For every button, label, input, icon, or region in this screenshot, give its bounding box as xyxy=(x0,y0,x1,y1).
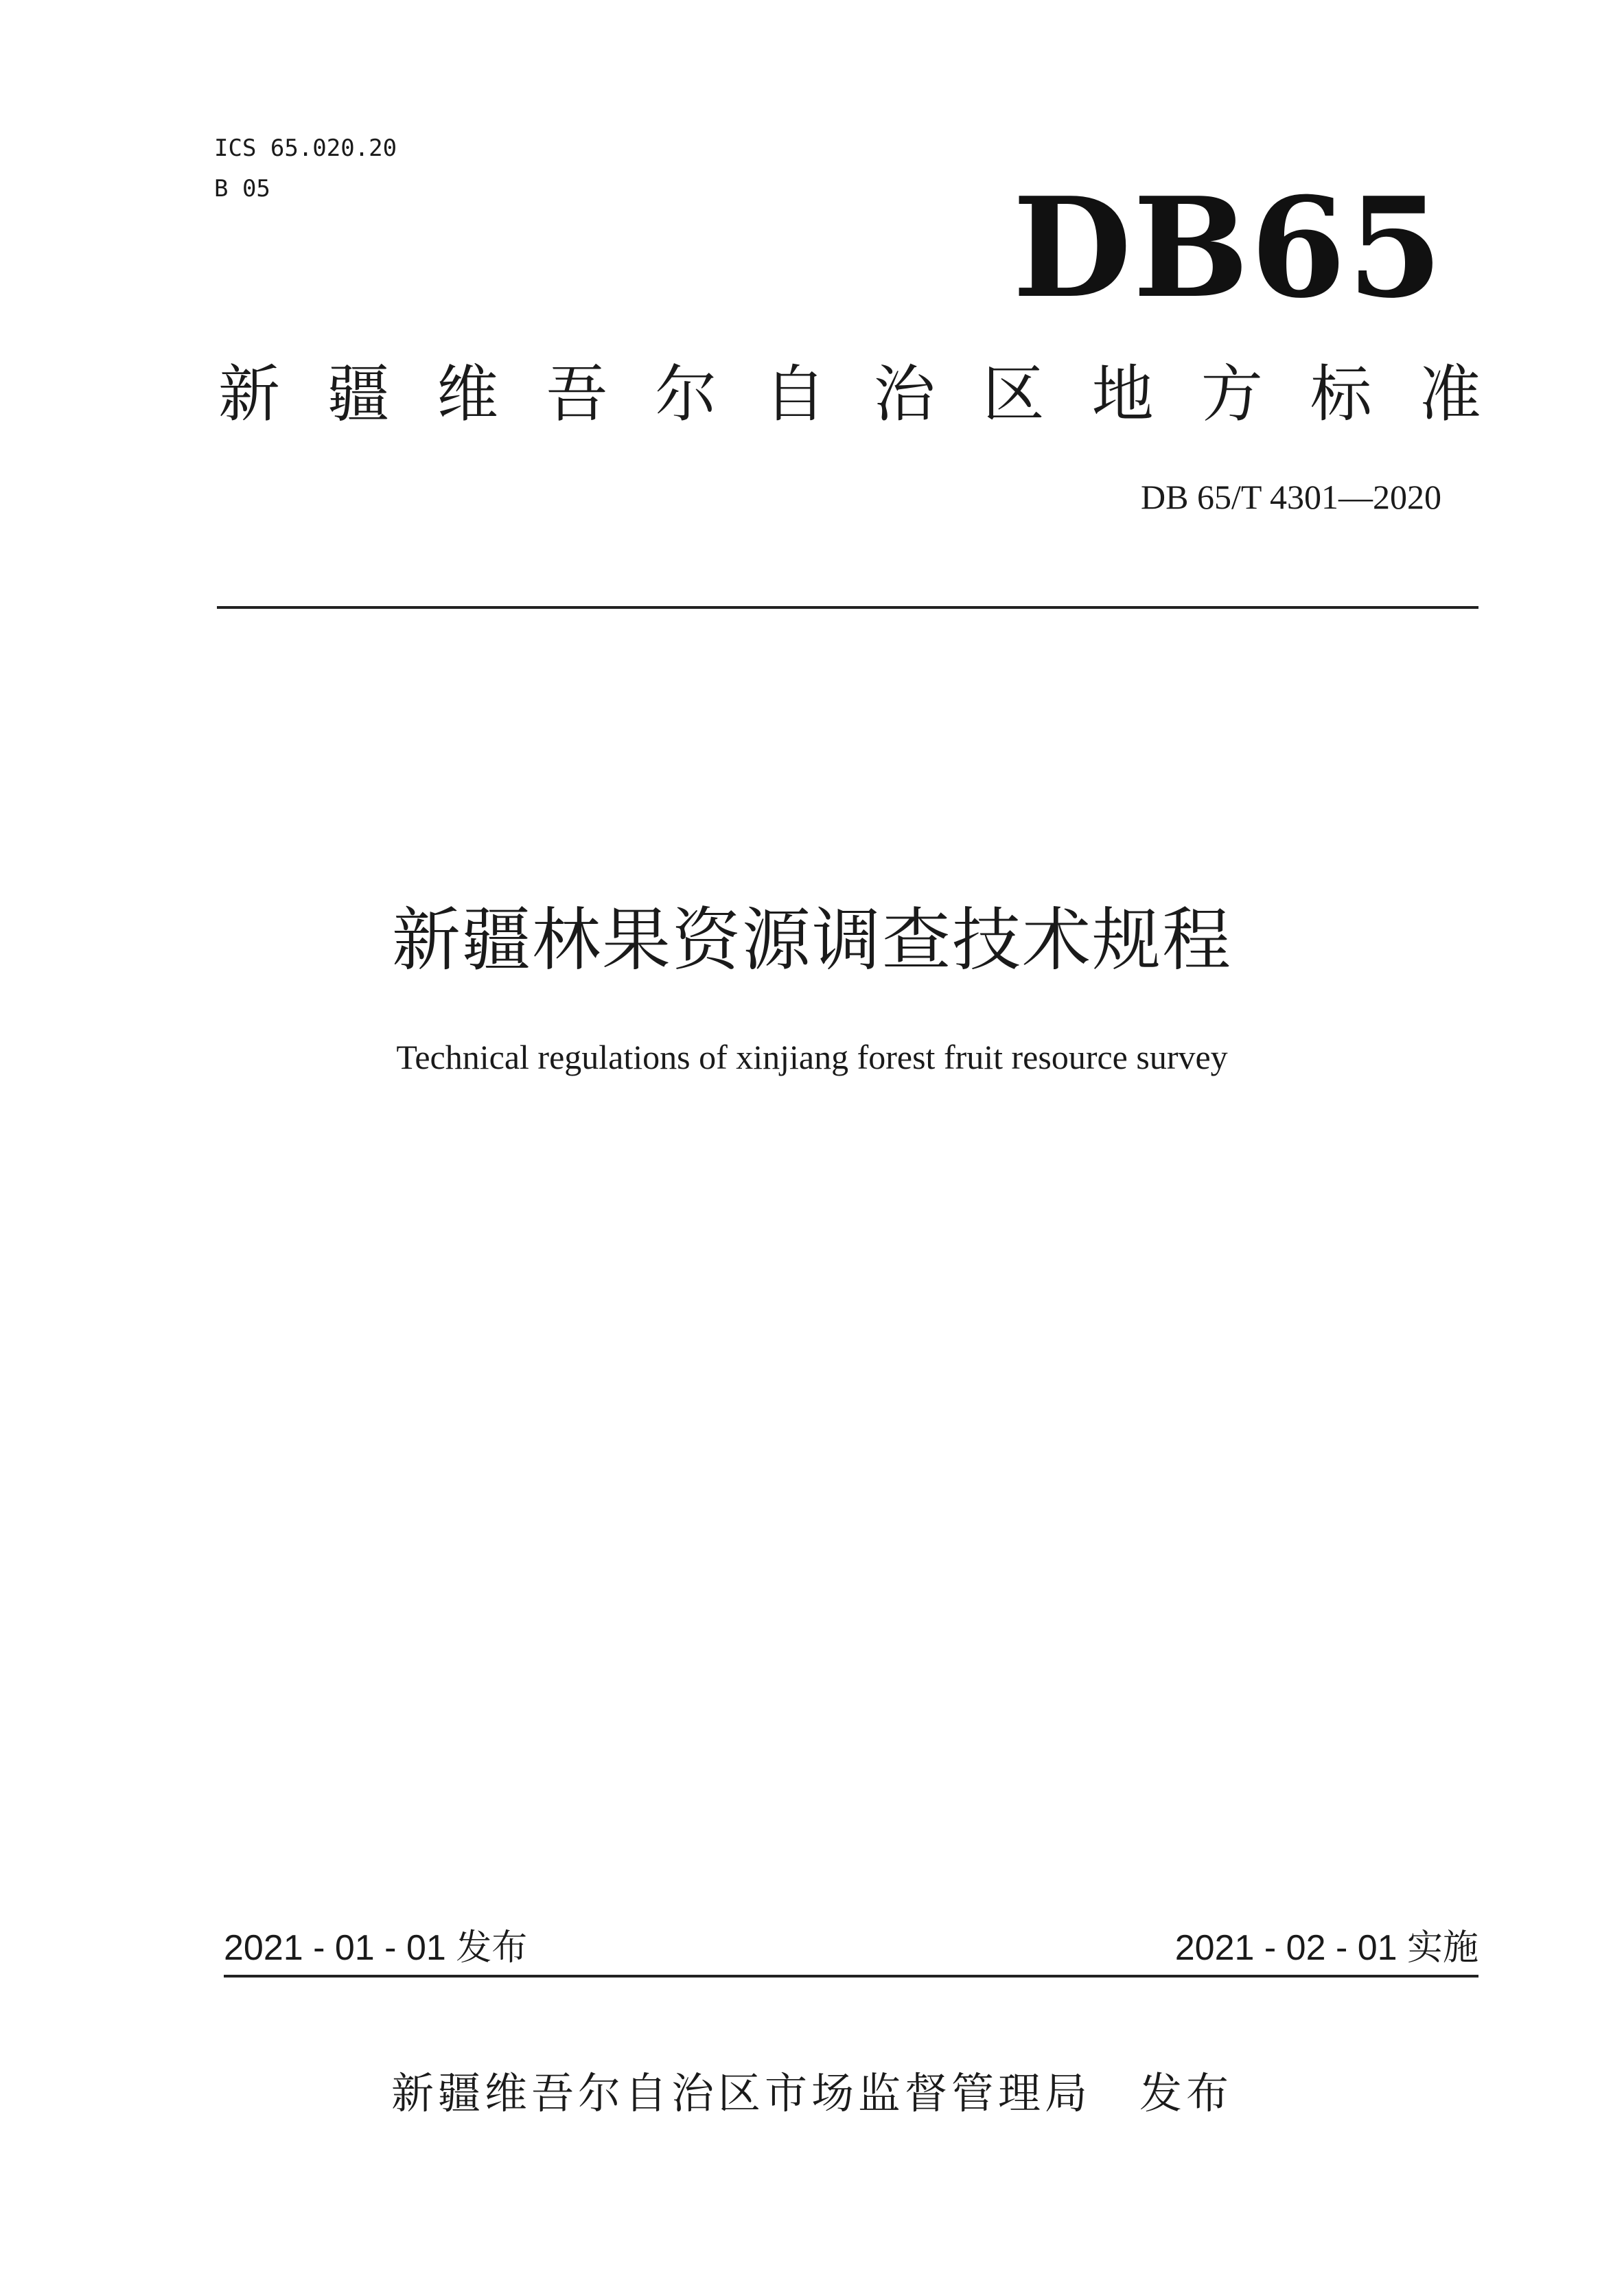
issuer-action: 发布 xyxy=(1139,2068,1233,2118)
standard-logo: DB65 xyxy=(1012,167,1444,329)
standard-number: DB 65/T 4301—2020 xyxy=(1141,478,1441,516)
standard-type-char: 地 xyxy=(1091,358,1154,430)
title-chinese: 新疆林果资源调查技术规程 xyxy=(392,900,1232,980)
standard-type-heading xyxy=(218,357,1481,432)
standard-type-char: 尔 xyxy=(655,358,717,430)
standard-type-char: 标 xyxy=(1310,358,1372,430)
issuer-name: 新疆维吾尔自治区市场监督管理局 xyxy=(391,2068,1091,2118)
standard-type-char: 疆 xyxy=(327,358,390,430)
standard-type-char: 准 xyxy=(1419,358,1481,430)
issuer-line xyxy=(0,2067,1624,2120)
effective-date: 2021 - 02 - 01 实施 xyxy=(1174,1928,1478,1968)
standard-type-char: 维 xyxy=(437,358,499,430)
standard-type-char: 区 xyxy=(982,358,1045,430)
header-divider xyxy=(217,606,1478,609)
standard-type-char: 治 xyxy=(873,358,936,430)
title-english: Technical regulations of xinjiang forest fruit resource survey xyxy=(396,1038,1228,1076)
standard-type-char: 自 xyxy=(764,358,826,430)
standard-type-char: 新 xyxy=(218,358,280,430)
footer-divider xyxy=(224,1975,1478,1978)
publish-date: 2021 - 01 - 01 发布 xyxy=(224,1928,528,1968)
standard-type-char: 吾 xyxy=(546,358,608,430)
ics-code: ICS 65.020.20 xyxy=(214,135,397,162)
standard-type-char: 方 xyxy=(1200,358,1263,430)
ccs-code: B 05 xyxy=(214,175,270,202)
